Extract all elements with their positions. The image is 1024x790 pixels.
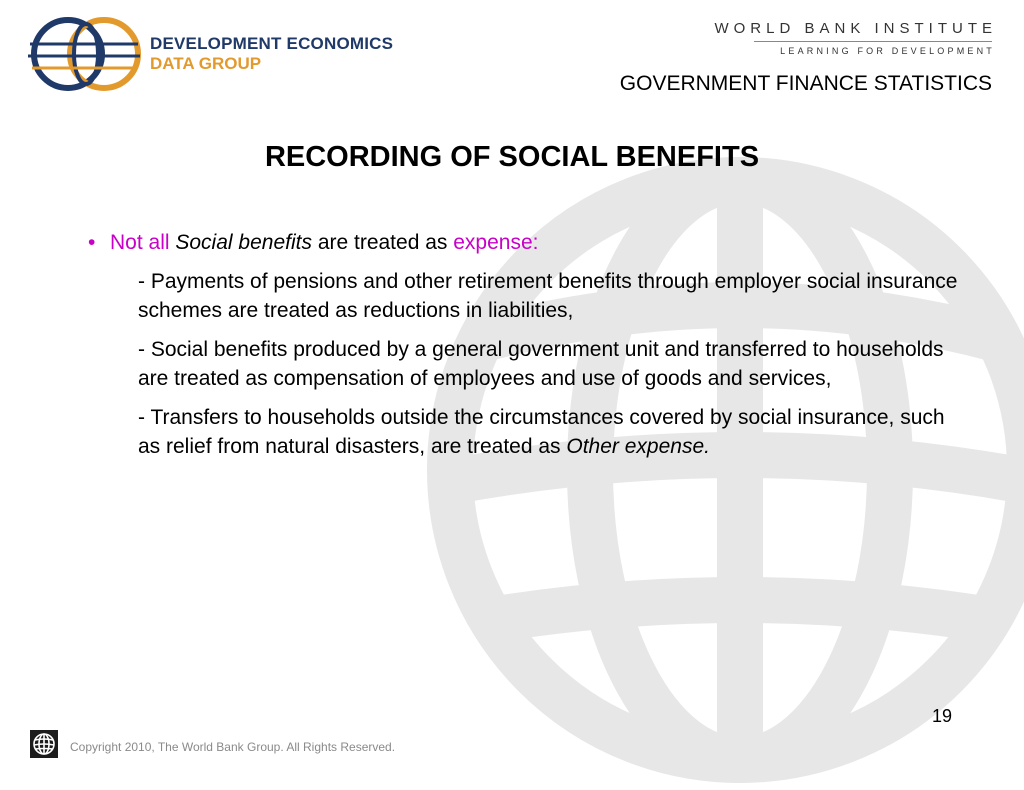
sub-point-social-benefits: - Social benefits produced by a general government unit and transferred to households are treated as compensation of employees and use of goods and services,	[138, 338, 944, 390]
sub-point-transfers	[138, 403, 968, 461]
section-title: GOVERNMENT FINANCE STATISTICS	[619, 72, 992, 95]
institute-tagline: LEARNING FOR DEVELOPMENT	[780, 46, 995, 56]
sub-point-transfers-text: - Transfers to households outside the circumstances covered by social insurance, such as relief from natural disasters, are treated as	[138, 406, 945, 458]
bullet-text-treated-as: are treated as	[317, 231, 448, 254]
bullet-item	[88, 228, 968, 257]
logo-subtitle: DATA GROUP	[150, 54, 262, 73]
bullet-text-expense: expense:	[453, 231, 539, 254]
institute-name: WORLD BANK INSTITUTE	[714, 20, 997, 37]
dedg-logo[interactable]	[22, 12, 394, 96]
copyright-notice: Copyright 2010, The World Bank Group. All Rights Reserved.	[70, 740, 396, 754]
logo-title: DEVELOPMENT ECONOMICS	[150, 34, 394, 53]
slide-title: RECORDING OF SOCIAL BENEFITS	[264, 141, 760, 173]
wbi-divider	[754, 41, 992, 42]
sub-point-pensions: - Payments of pensions and other retirement benefits through employer social insurance schemes are treated as reductions in liabilities,	[138, 270, 958, 322]
page-number: 19	[932, 706, 953, 726]
bullet-text-not-all: Not all	[110, 231, 170, 254]
bullet-text-social-benefits: Social benefits	[175, 231, 312, 254]
globe-rings-logo-icon	[22, 12, 147, 96]
bullet-icon: •	[88, 231, 96, 254]
slide-body	[88, 228, 968, 461]
world-bank-globe-icon	[30, 730, 58, 758]
wbi-mark	[714, 20, 997, 56]
sub-point-transfers-italic: Other expense.	[566, 435, 710, 458]
